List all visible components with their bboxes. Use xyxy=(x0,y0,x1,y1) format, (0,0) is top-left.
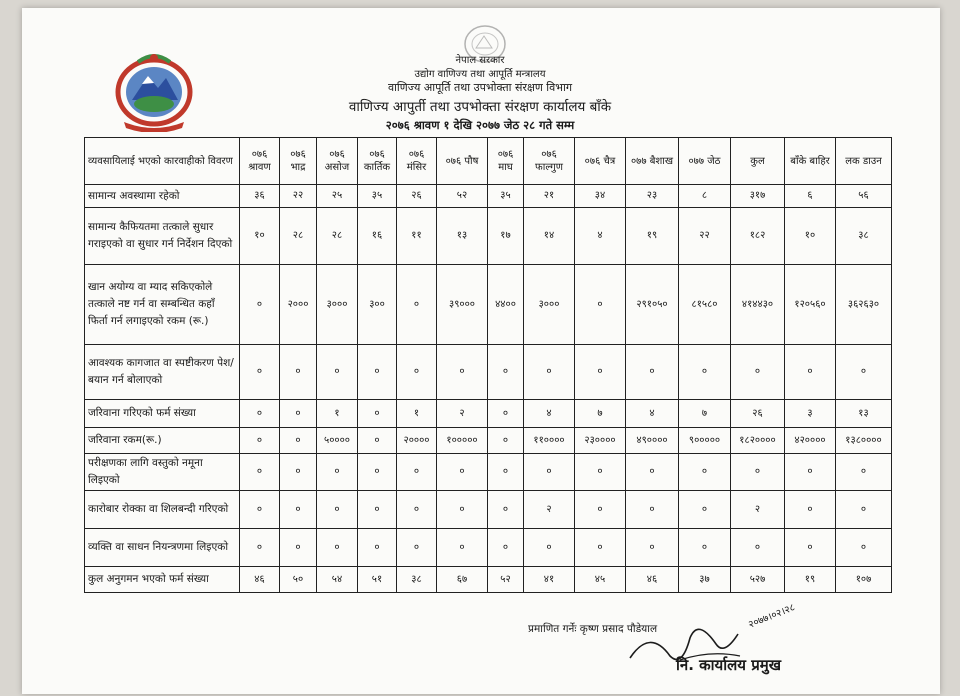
table-row xyxy=(85,491,892,529)
table-cell: ० xyxy=(731,454,785,491)
row-label: कुल अनुगमन भएको फर्म संख्या xyxy=(85,567,240,593)
table-cell: ० xyxy=(280,529,317,567)
table-cell: २६ xyxy=(731,400,785,428)
table-cell: ० xyxy=(524,454,575,491)
table-cell: ० xyxy=(785,491,836,529)
column-header: ०७६ भाद्र xyxy=(280,138,317,185)
column-header: बाँके बाहिर xyxy=(785,138,836,185)
table-cell: ० xyxy=(575,265,626,345)
page-title: वाणिज्य आपुर्ती तथा उपभोक्ता संरक्षण कार्यालय बाँके xyxy=(348,99,612,115)
table-row xyxy=(85,265,892,345)
row-label: खान अयोग्य वा म्याद सकिएकोले तत्काले नष्ट गर्न वा सम्बन्धित कहाँ फिर्ता गर्न लगाइएको रकम (रू.) xyxy=(85,265,240,345)
table-cell: १३ xyxy=(437,208,488,265)
table-cell: ० xyxy=(280,345,317,400)
column-header: ०७६ माघ xyxy=(488,138,524,185)
table-cell: ५२ xyxy=(437,185,488,208)
table-cell: ५२७ xyxy=(731,567,785,593)
table-cell: १ xyxy=(317,400,358,428)
row-label: जरिवाना गरिएको फर्म संख्या xyxy=(85,400,240,428)
row-label: सामान्य अवस्थामा रहेको xyxy=(85,185,240,208)
table-cell: २६ xyxy=(397,185,437,208)
column-header: व्यवसायिलाई भएको कारवाहीको विवरण xyxy=(85,138,240,185)
table-cell: ३६२६३० xyxy=(836,265,892,345)
table-cell: ३७ xyxy=(679,567,731,593)
table-cell: ० xyxy=(280,491,317,529)
table-cell: ३ xyxy=(785,400,836,428)
table-cell: २२ xyxy=(280,185,317,208)
table-cell: ४२०००० xyxy=(785,428,836,454)
table-cell: १९ xyxy=(785,567,836,593)
table-cell: ५१ xyxy=(358,567,397,593)
table-cell: १६ xyxy=(358,208,397,265)
column-header: लक डाउन xyxy=(836,138,892,185)
table-cell: ० xyxy=(240,428,280,454)
table-cell: ० xyxy=(836,345,892,400)
header-government: नेपाल सरकार xyxy=(455,55,505,66)
table-cell: २२ xyxy=(679,208,731,265)
column-header: ०७६ कार्तिक xyxy=(358,138,397,185)
table-cell: ० xyxy=(679,345,731,400)
column-header: ०७७ जेठ xyxy=(679,138,731,185)
table-cell: ० xyxy=(317,491,358,529)
table-cell: ५४ xyxy=(317,567,358,593)
certified-by: प्रमाणित गर्नेः कृष्ण प्रसाद पौडेयाल xyxy=(528,623,658,635)
table-row xyxy=(85,454,892,491)
table-cell: ० xyxy=(317,345,358,400)
table-cell: ० xyxy=(785,529,836,567)
table-cell: ० xyxy=(280,428,317,454)
table-cell: ० xyxy=(524,529,575,567)
table-cell: ४९०००० xyxy=(626,428,679,454)
row-label: जरिवाना रकम(रू.) xyxy=(85,428,240,454)
column-header: ०७६ असोज xyxy=(317,138,358,185)
table-cell: ० xyxy=(836,491,892,529)
table-cell: ३०० xyxy=(358,265,397,345)
table-cell: १० xyxy=(240,208,280,265)
table-header-row xyxy=(85,138,892,185)
table-cell: ४१४४३० xyxy=(731,265,785,345)
table-cell: ४ xyxy=(626,400,679,428)
row-label: सामान्य कैफियतमा तत्काले सुधार गराइएको वा सुधार गर्न निर्देशन दिएको xyxy=(85,208,240,265)
row-label: परीक्षणका लागि वस्तुको नमूना लिइएको xyxy=(85,454,240,491)
table-cell: ० xyxy=(785,454,836,491)
table-cell: ४६ xyxy=(240,567,280,593)
table-cell: ११ xyxy=(397,208,437,265)
table-row xyxy=(85,208,892,265)
table-cell: २८ xyxy=(317,208,358,265)
table-cell: ३५ xyxy=(358,185,397,208)
table-cell: ० xyxy=(524,345,575,400)
table-cell: ८१५८० xyxy=(679,265,731,345)
table-cell: ० xyxy=(836,454,892,491)
table-cell: २८ xyxy=(280,208,317,265)
table-cell: ४ xyxy=(524,400,575,428)
table-cell: ० xyxy=(240,345,280,400)
table-cell: १ xyxy=(397,400,437,428)
table-cell: १४ xyxy=(524,208,575,265)
table-cell: १९ xyxy=(626,208,679,265)
table-cell: ० xyxy=(240,491,280,529)
row-label: आवश्यक कागजात वा स्पष्टीकरण पेश/बयान गर्न बोलाएको xyxy=(85,345,240,400)
table-cell: ६ xyxy=(785,185,836,208)
office-head-title: नि. कार्यालय प्रमुख xyxy=(676,656,781,674)
table-cell: २३०००० xyxy=(575,428,626,454)
report-period: २०७६ श्रावण १ देखि २०७७ जेठ २८ गते सम्म xyxy=(385,118,575,132)
table-cell: ० xyxy=(437,529,488,567)
table-cell: ० xyxy=(488,454,524,491)
table-cell: २ xyxy=(437,400,488,428)
table-cell: ४६ xyxy=(626,567,679,593)
table-cell: ४४०० xyxy=(488,265,524,345)
table-cell: ० xyxy=(358,529,397,567)
table-cell: ० xyxy=(785,345,836,400)
table-cell: ० xyxy=(240,265,280,345)
column-header: कुल xyxy=(731,138,785,185)
column-header: ०७६ पौष xyxy=(437,138,488,185)
table-cell: ९००००० xyxy=(679,428,731,454)
header-department: वाणिज्य आपूर्ति तथा उपभोक्ता संरक्षण विभाग xyxy=(387,81,573,94)
table-row xyxy=(85,400,892,428)
table-cell: ० xyxy=(626,345,679,400)
table-cell: ० xyxy=(488,400,524,428)
table-cell: ० xyxy=(575,491,626,529)
row-label: कारोबार रोक्का वा शिलबन्दी गरिएको xyxy=(85,491,240,529)
table-cell: ० xyxy=(626,491,679,529)
table-cell: ० xyxy=(679,529,731,567)
column-header: ०७६ मंसिर xyxy=(397,138,437,185)
table-cell: १० xyxy=(785,208,836,265)
table-cell: ० xyxy=(240,454,280,491)
table-cell: ० xyxy=(358,491,397,529)
table-cell: ० xyxy=(437,454,488,491)
table-cell: ३६ xyxy=(240,185,280,208)
table-cell: ० xyxy=(626,529,679,567)
table-cell: ० xyxy=(280,454,317,491)
table-cell: ० xyxy=(317,529,358,567)
table-cell: ० xyxy=(575,345,626,400)
table-cell: ११०००० xyxy=(524,428,575,454)
column-header: ०७६ फाल्गुण xyxy=(524,138,575,185)
table-cell: ० xyxy=(358,454,397,491)
table-cell: १०७ xyxy=(836,567,892,593)
table-cell: ८ xyxy=(679,185,731,208)
table-row xyxy=(85,529,892,567)
table-cell: ५६ xyxy=(836,185,892,208)
table-cell: १००००० xyxy=(437,428,488,454)
table-cell: २०००० xyxy=(397,428,437,454)
table-cell: ० xyxy=(488,428,524,454)
table-row xyxy=(85,345,892,400)
table-cell: २९१०५० xyxy=(626,265,679,345)
table-cell: ० xyxy=(679,491,731,529)
column-header: ०७६ श्रावण xyxy=(240,138,280,185)
table-cell: ० xyxy=(575,454,626,491)
table-cell: ५० xyxy=(280,567,317,593)
table-cell: ० xyxy=(240,400,280,428)
svg-text:२०७७।०२।२८: २०७७।०२।२८ xyxy=(747,602,797,631)
table-cell: ० xyxy=(240,529,280,567)
table-cell: १२०५६० xyxy=(785,265,836,345)
table-cell: २१ xyxy=(524,185,575,208)
column-header: ०७६ चैत्र xyxy=(575,138,626,185)
table-cell: ४ xyxy=(575,208,626,265)
table-row xyxy=(85,428,892,454)
table-cell: १८२०००० xyxy=(731,428,785,454)
table-row xyxy=(85,567,892,593)
table-cell: ३१७ xyxy=(731,185,785,208)
table-cell: ० xyxy=(679,454,731,491)
table-cell: ० xyxy=(397,454,437,491)
table-cell: ३९००० xyxy=(437,265,488,345)
table-cell: ३००० xyxy=(317,265,358,345)
action-report-table xyxy=(84,137,892,593)
table-cell: २३ xyxy=(626,185,679,208)
table-cell: १८२ xyxy=(731,208,785,265)
table-cell: २५ xyxy=(317,185,358,208)
table-cell: ० xyxy=(397,265,437,345)
table-cell: १३८०००० xyxy=(836,428,892,454)
table-cell: ० xyxy=(437,491,488,529)
table-cell: ३४ xyxy=(575,185,626,208)
table-cell: ० xyxy=(731,345,785,400)
table-cell: ४१ xyxy=(524,567,575,593)
table-cell: ५०००० xyxy=(317,428,358,454)
table-cell: २ xyxy=(524,491,575,529)
table-cell: ३८ xyxy=(397,567,437,593)
table-cell: ० xyxy=(488,491,524,529)
table-cell: ० xyxy=(731,529,785,567)
table-cell: ० xyxy=(488,529,524,567)
table-cell: ३८ xyxy=(836,208,892,265)
table-cell: ४५ xyxy=(575,567,626,593)
table-cell: ० xyxy=(397,345,437,400)
table-cell: ० xyxy=(397,529,437,567)
table-cell: ० xyxy=(358,400,397,428)
table-cell: ० xyxy=(437,345,488,400)
table-cell: ० xyxy=(358,428,397,454)
table-cell: ३००० xyxy=(524,265,575,345)
table-cell: ० xyxy=(626,454,679,491)
table-cell: ० xyxy=(280,400,317,428)
table-cell: १३ xyxy=(836,400,892,428)
table-cell: २ xyxy=(731,491,785,529)
table-cell: ० xyxy=(575,529,626,567)
table-cell: ० xyxy=(317,454,358,491)
table-cell: ० xyxy=(358,345,397,400)
row-label: व्यक्ति वा साधन नियन्त्रणमा लिइएको xyxy=(85,529,240,567)
table-cell: ५२ xyxy=(488,567,524,593)
table-row xyxy=(85,185,892,208)
header-ministry: उद्योग वाणिज्य तथा आपूर्ति मन्त्रालय xyxy=(414,69,546,80)
table-cell: ३५ xyxy=(488,185,524,208)
table-cell: ० xyxy=(488,345,524,400)
table-cell: ० xyxy=(397,491,437,529)
table-cell: ७ xyxy=(679,400,731,428)
table-cell: ७ xyxy=(575,400,626,428)
table-cell: ० xyxy=(836,529,892,567)
column-header: ०७७ बैशाख xyxy=(626,138,679,185)
table-cell: २००० xyxy=(280,265,317,345)
table-cell: ६७ xyxy=(437,567,488,593)
table-cell: १७ xyxy=(488,208,524,265)
